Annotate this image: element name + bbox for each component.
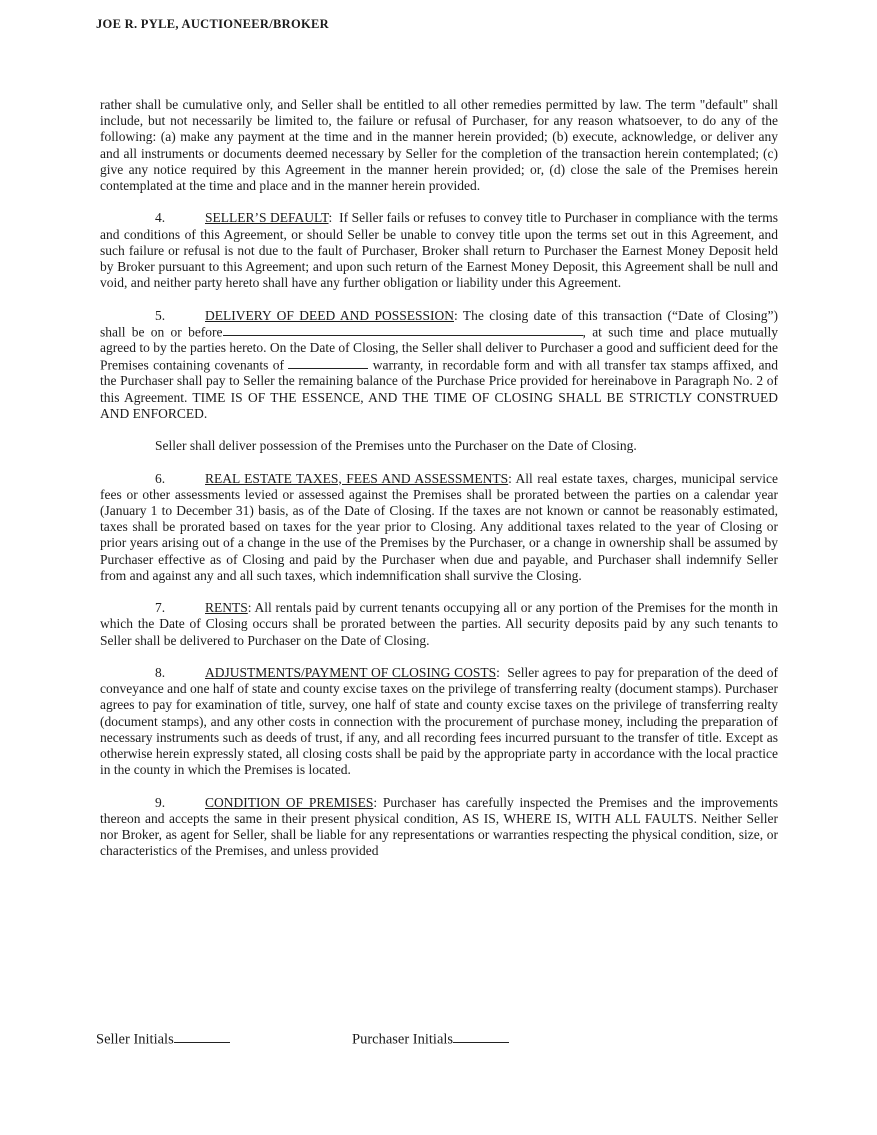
purchaser-initials	[352, 1030, 509, 1048]
contract-paragraph: 8. ADJUSTMENTS/PAYMENT OF CLOSING COSTS: Seller agrees to pay for preparation of the deed of conveyance and one half of state and county excise taxes on the privilege of transferring realty (document stamps). Purchaser agrees to pay for examination of title, survey, one half of state and county excise taxes on the privilege of transferring realty (document stamps), and any other costs in connection with the procurement of purchase money, including the preparation of necessary instruments such as deeds of trust, if any, and all recording fees incurred pursuant to the transfer of title. Except as otherwise herein expressly stated, all closing costs shall be paid by the appropriate party in accordance with the local practice in the county in which the Premises is located.	[100, 664, 778, 778]
paragraph-heading: RENTS	[205, 600, 248, 616]
paragraph-number: 9.	[155, 794, 166, 810]
document-body	[100, 97, 778, 876]
paragraph-number: 7.	[155, 600, 166, 616]
paragraph-heading: SELLER’S DEFAULT	[205, 210, 329, 226]
document-header-title: JOE R. PYLE, AUCTIONEER/BROKER	[96, 17, 329, 31]
paragraph-number: 4.	[155, 210, 166, 226]
paragraph-number: 5.	[155, 307, 166, 323]
purchaser-initials-blank-line	[453, 1030, 509, 1043]
contract-paragraph: 5. DELIVERY OF DEED AND POSSESSION: The closing date of this transaction (“Date of Closing”) shall be on or before , at such time and place mutually agreed to by the parties hereto. On the Date of Closing, the Seller shall deliver to Purchaser a good and sufficient deed for the Premises containing covenants of warranty, in recordable form and with all transfer tax stamps affixed, and the Purchaser shall pay to Seller the remaining balance of the Purchase Price provided for hereinabove in Paragraph No. 2 of this Agreement. TIME IS OF THE ESSENCE, AND THE TIME OF CLOSING SHALL BE STRICTLY CONSTRUED AND ENFORCED.	[100, 307, 778, 421]
seller-initials-label: Seller Initials	[96, 1031, 174, 1048]
paragraph-number: 6.	[155, 470, 166, 486]
paragraph-heading: DELIVERY OF DEED AND POSSESSION	[205, 307, 454, 323]
contract-paragraph: Seller shall deliver possession of the Premises unto the Purchaser on the Date of Closing.	[155, 438, 637, 454]
contract-paragraph: 4. SELLER’S DEFAULT: If Seller fails or refuses to convey title to Purchaser in compliance with the terms and conditions of this Agreement, or should Seller be unable to convey title upon the terms set out in this Agreement, and such failure or refusal is not due to the fault of Purchaser, Broker shall return to Purchaser the Earnest Money Deposit held by Broker pursuant to this Agreement; and upon such return of the Earnest Money Deposit, this Agreement shall be null and void, and neither party hereto shall have any further obligation or liability under this Agreement.	[100, 210, 778, 291]
fill-in-blank-line	[288, 357, 368, 369]
paragraph-heading: ADJUSTMENTS/PAYMENT OF CLOSING COSTS	[205, 664, 497, 680]
contract-paragraph: rather shall be cumulative only, and Seller shall be entitled to all other remedies permitted by law. The term "default" shall include, but not necessarily be limited to, the failure or refusal of Purchaser, for any reason whatsoever, to do any of the following: (a) make any payment at the time and in the manner herein provided; (b) execute, acknowledge, or deliver any and all instruments or documents deemed necessary by Seller for the completion of the transaction herein contemplated; (c) give any notice required by this Agreement in the manner herein provided; or, (d) close the sale of the Premises herein contemplated at the time and place and in the manner herein provided.	[100, 97, 778, 194]
paragraph-heading: CONDITION OF PREMISES	[205, 794, 374, 810]
fill-in-blank-line	[223, 324, 583, 336]
contract-paragraph: 9. CONDITION OF PREMISES: Purchaser has carefully inspected the Premises and the improvements thereon and accepts the same in their present physical condition, AS IS, WHERE IS, WITH ALL FAULTS. Neither Seller nor Broker, as agent for Seller, shall be liable for any representations or warranties respecting the physical condition, size, or characteristics of the Premises, and unless provided	[100, 794, 778, 859]
seller-initials-blank-line	[174, 1030, 230, 1043]
purchaser-initials-label: Purchaser Initials	[352, 1031, 454, 1048]
contract-paragraph: 7. RENTS: All rentals paid by current tenants occupying all or any portion of the Premises for the month in which the Date of Closing occurs shall be prorated between the parties. All security deposits paid by any such tenants to Seller shall be delivered to Purchaser on the Date of Closing.	[100, 600, 778, 648]
contract-paragraph: 6. REAL ESTATE TAXES, FEES AND ASSESSMENTS: All real estate taxes, charges, municipal service fees or other assessments levied or assessed against the Premises shall be prorated between the parties on a calendar year (January 1 to December 31) basis, as of the Date of Closing. If the taxes are not known or cannot be reasonably estimated, taxes shall be prorated based on taxes for the year prior to Closing. Any additional taxes related to the year of Closing or prior years arising out of a change in the use of the Premises by the Purchaser, or a change in ownership shall be assumed by Purchaser effective as of Closing and paid by the Purchaser when due and payable, and Purchaser shall indemnify Seller from and against any and all such taxes, which indemnification shall survive the Closing.	[100, 470, 778, 583]
paragraph-heading: REAL ESTATE TAXES, FEES AND ASSESSMENTS	[205, 470, 509, 486]
seller-initials	[96, 1030, 230, 1048]
paragraph-number: 8.	[155, 664, 166, 680]
